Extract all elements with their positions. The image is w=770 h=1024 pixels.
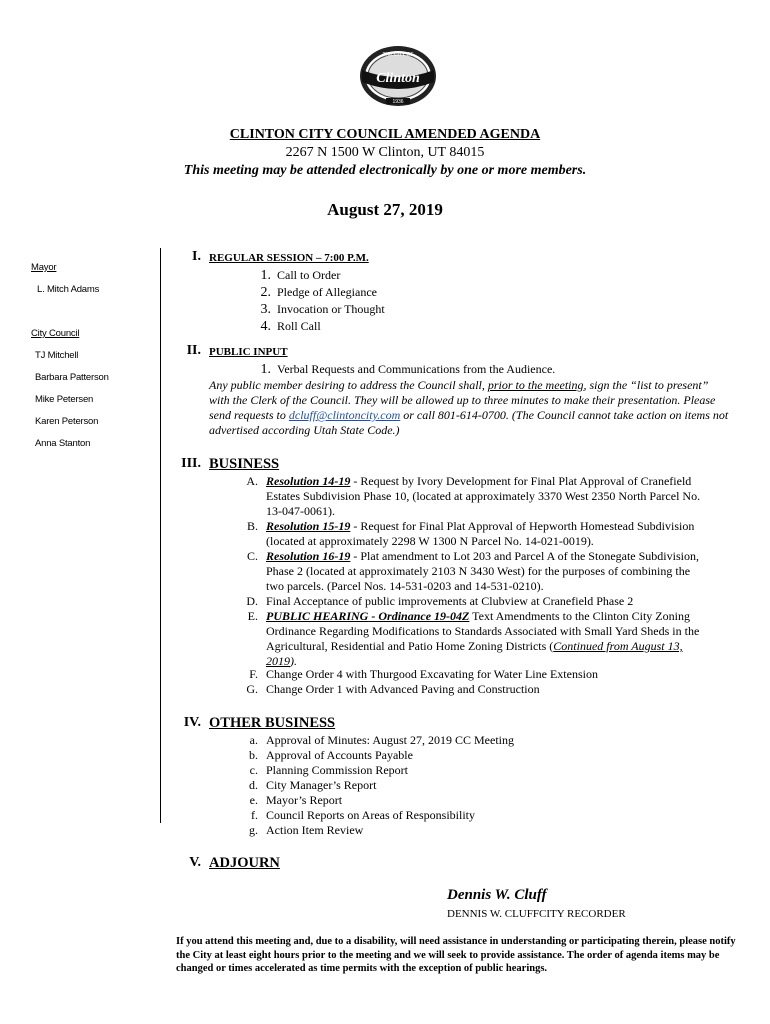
other-business-item: f. Council Reports on Areas of Responsibility: [251, 808, 475, 822]
business-item-line: 13-047-0061).: [266, 504, 335, 518]
other-business-item: b. Approval of Accounts Payable: [249, 748, 413, 762]
council-member: TJ Mitchell: [35, 350, 79, 361]
mayor-heading: Mayor: [31, 262, 57, 273]
meeting-date: August 27, 2019: [327, 200, 443, 219]
business-item: G. Change Order 1 with Advanced Paving and Construction: [246, 682, 540, 696]
business-item-line: 2019).: [266, 654, 297, 668]
city-seal-logo: [358, 44, 438, 110]
other-business-item: c. Planning Commission Report: [249, 763, 409, 777]
council-member: Mike Petersen: [35, 394, 94, 405]
section-heading-adjourn: ADJOURN: [209, 855, 280, 871]
section-heading-other-business: OTHER BUSINESS: [209, 715, 336, 731]
business-item-line: Ordinance Regarding Modifications to Standards Associated with Small Yard Sheds in the: [266, 624, 700, 638]
business-item-line: Agricultural, Residential and Patio Home Zoning Districts (Continued from August 13,: [266, 639, 683, 653]
clerk-email-link[interactable]: dcluff@clintoncity.com: [288, 408, 401, 422]
council-heading: City Council: [31, 328, 80, 339]
business-item-line: Estates Subdivision Phase 10, (located at approximately 3370 West 2350 North Parcel No.: [266, 489, 701, 503]
mayor-name: L. Mitch Adams: [37, 284, 100, 295]
electronic-attendance-note: This meeting may be attended electronically by one or more members.: [183, 163, 587, 178]
other-business-item: a. Approval of Minutes: August 27, 2019 CC Meeting: [249, 733, 514, 747]
recorder-name: DENNIS W. CLUFFCITY RECORDER: [447, 908, 626, 920]
business-item: D. Final Acceptance of public improvements at Clubview at Cranefield Phase 2: [246, 594, 634, 608]
svg-text:Clinton: Clinton: [376, 71, 420, 86]
council-member: Karen Peterson: [35, 416, 99, 427]
sidebar-divider: [160, 248, 161, 823]
business-item: A. Resolution 14-19 - Request by Ivory Development for Final Plat Approval of Cranefield: [246, 474, 692, 488]
section-heading-public-input: PUBLIC INPUT: [209, 346, 288, 358]
agenda-title: CLINTON CITY COUNCIL AMENDED AGENDA: [229, 127, 541, 142]
other-business-item: g. Action Item Review: [249, 823, 364, 837]
section-heading-regular-session: REGULAR SESSION – 7:00 P.M.: [209, 252, 369, 264]
business-item-line: two parcels. (Parcel Nos. 14-531-0203 and 14-531-0210).: [266, 579, 544, 593]
agenda-item: 1. Call to Order: [260, 268, 341, 283]
meeting-address: 2267 N 1500 W Clinton, UT 84015: [285, 145, 485, 160]
other-business-item: e. Mayor’s Report: [249, 793, 343, 807]
agenda-item: 4. Roll Call: [260, 319, 321, 334]
business-item: B. Resolution 15-19 - Request for Final Plat Approval of Hepworth Homestead Subdivision: [246, 519, 695, 533]
agenda-item: 3. Invocation or Thought: [260, 302, 385, 317]
agenda-item: 2. Pledge of Allegiance: [260, 285, 377, 300]
council-member: Barbara Patterson: [35, 372, 109, 383]
recorder-signature: Dennis W. Cluff: [447, 887, 547, 903]
council-member: Anna Stanton: [35, 438, 91, 449]
business-item-line: (located at approximately 2298 W 1300 N Parcel No. 14-021-0019).: [266, 534, 594, 548]
business-item: C. Resolution 16-19 - Plat amendment to Lot 203 and Parcel A of the Stonegate Subdivision,: [246, 549, 699, 563]
business-item: E. PUBLIC HEARING - Ordinance 19-04Z Text Amendments to the Clinton City Zoning: [247, 609, 690, 623]
accessibility-notice: If you attend this meeting and, due to a disability, will need assistance in understanding or participating therein, please notify the City at least eight hours prior to the meeting and we will seek to provide assistance. The order of agenda items may be changed or times accelerated as time permits with the exception of public hearings.: [176, 936, 736, 974]
section-heading-business: BUSINESS: [209, 456, 280, 472]
public-input-instructions: Any public member desiring to address the Council shall, prior to the meeting, sign the “list to present” with the Clerk of the Council. They will be allowed up to three minutes to make their presentation. Please send requests to dcluff@clintoncity.com or call 801-614-0700. (The Council cannot take action on items not advertised according Utah State Code.): [209, 378, 729, 437]
svg-text:THE CITY OF: THE CITY OF: [382, 52, 414, 58]
agenda-item: 1. Verbal Requests and Communications from the Audience.: [260, 362, 556, 377]
business-item-line: Phase 2 (located at approximately 2103 N 3430 West) for the purposes of combining the: [266, 564, 691, 578]
business-item: F. Change Order 4 with Thurgood Excavating for Water Line Extension: [249, 667, 598, 681]
other-business-item: d. City Manager’s Report: [249, 778, 377, 792]
svg-text:1936: 1936: [392, 99, 404, 105]
